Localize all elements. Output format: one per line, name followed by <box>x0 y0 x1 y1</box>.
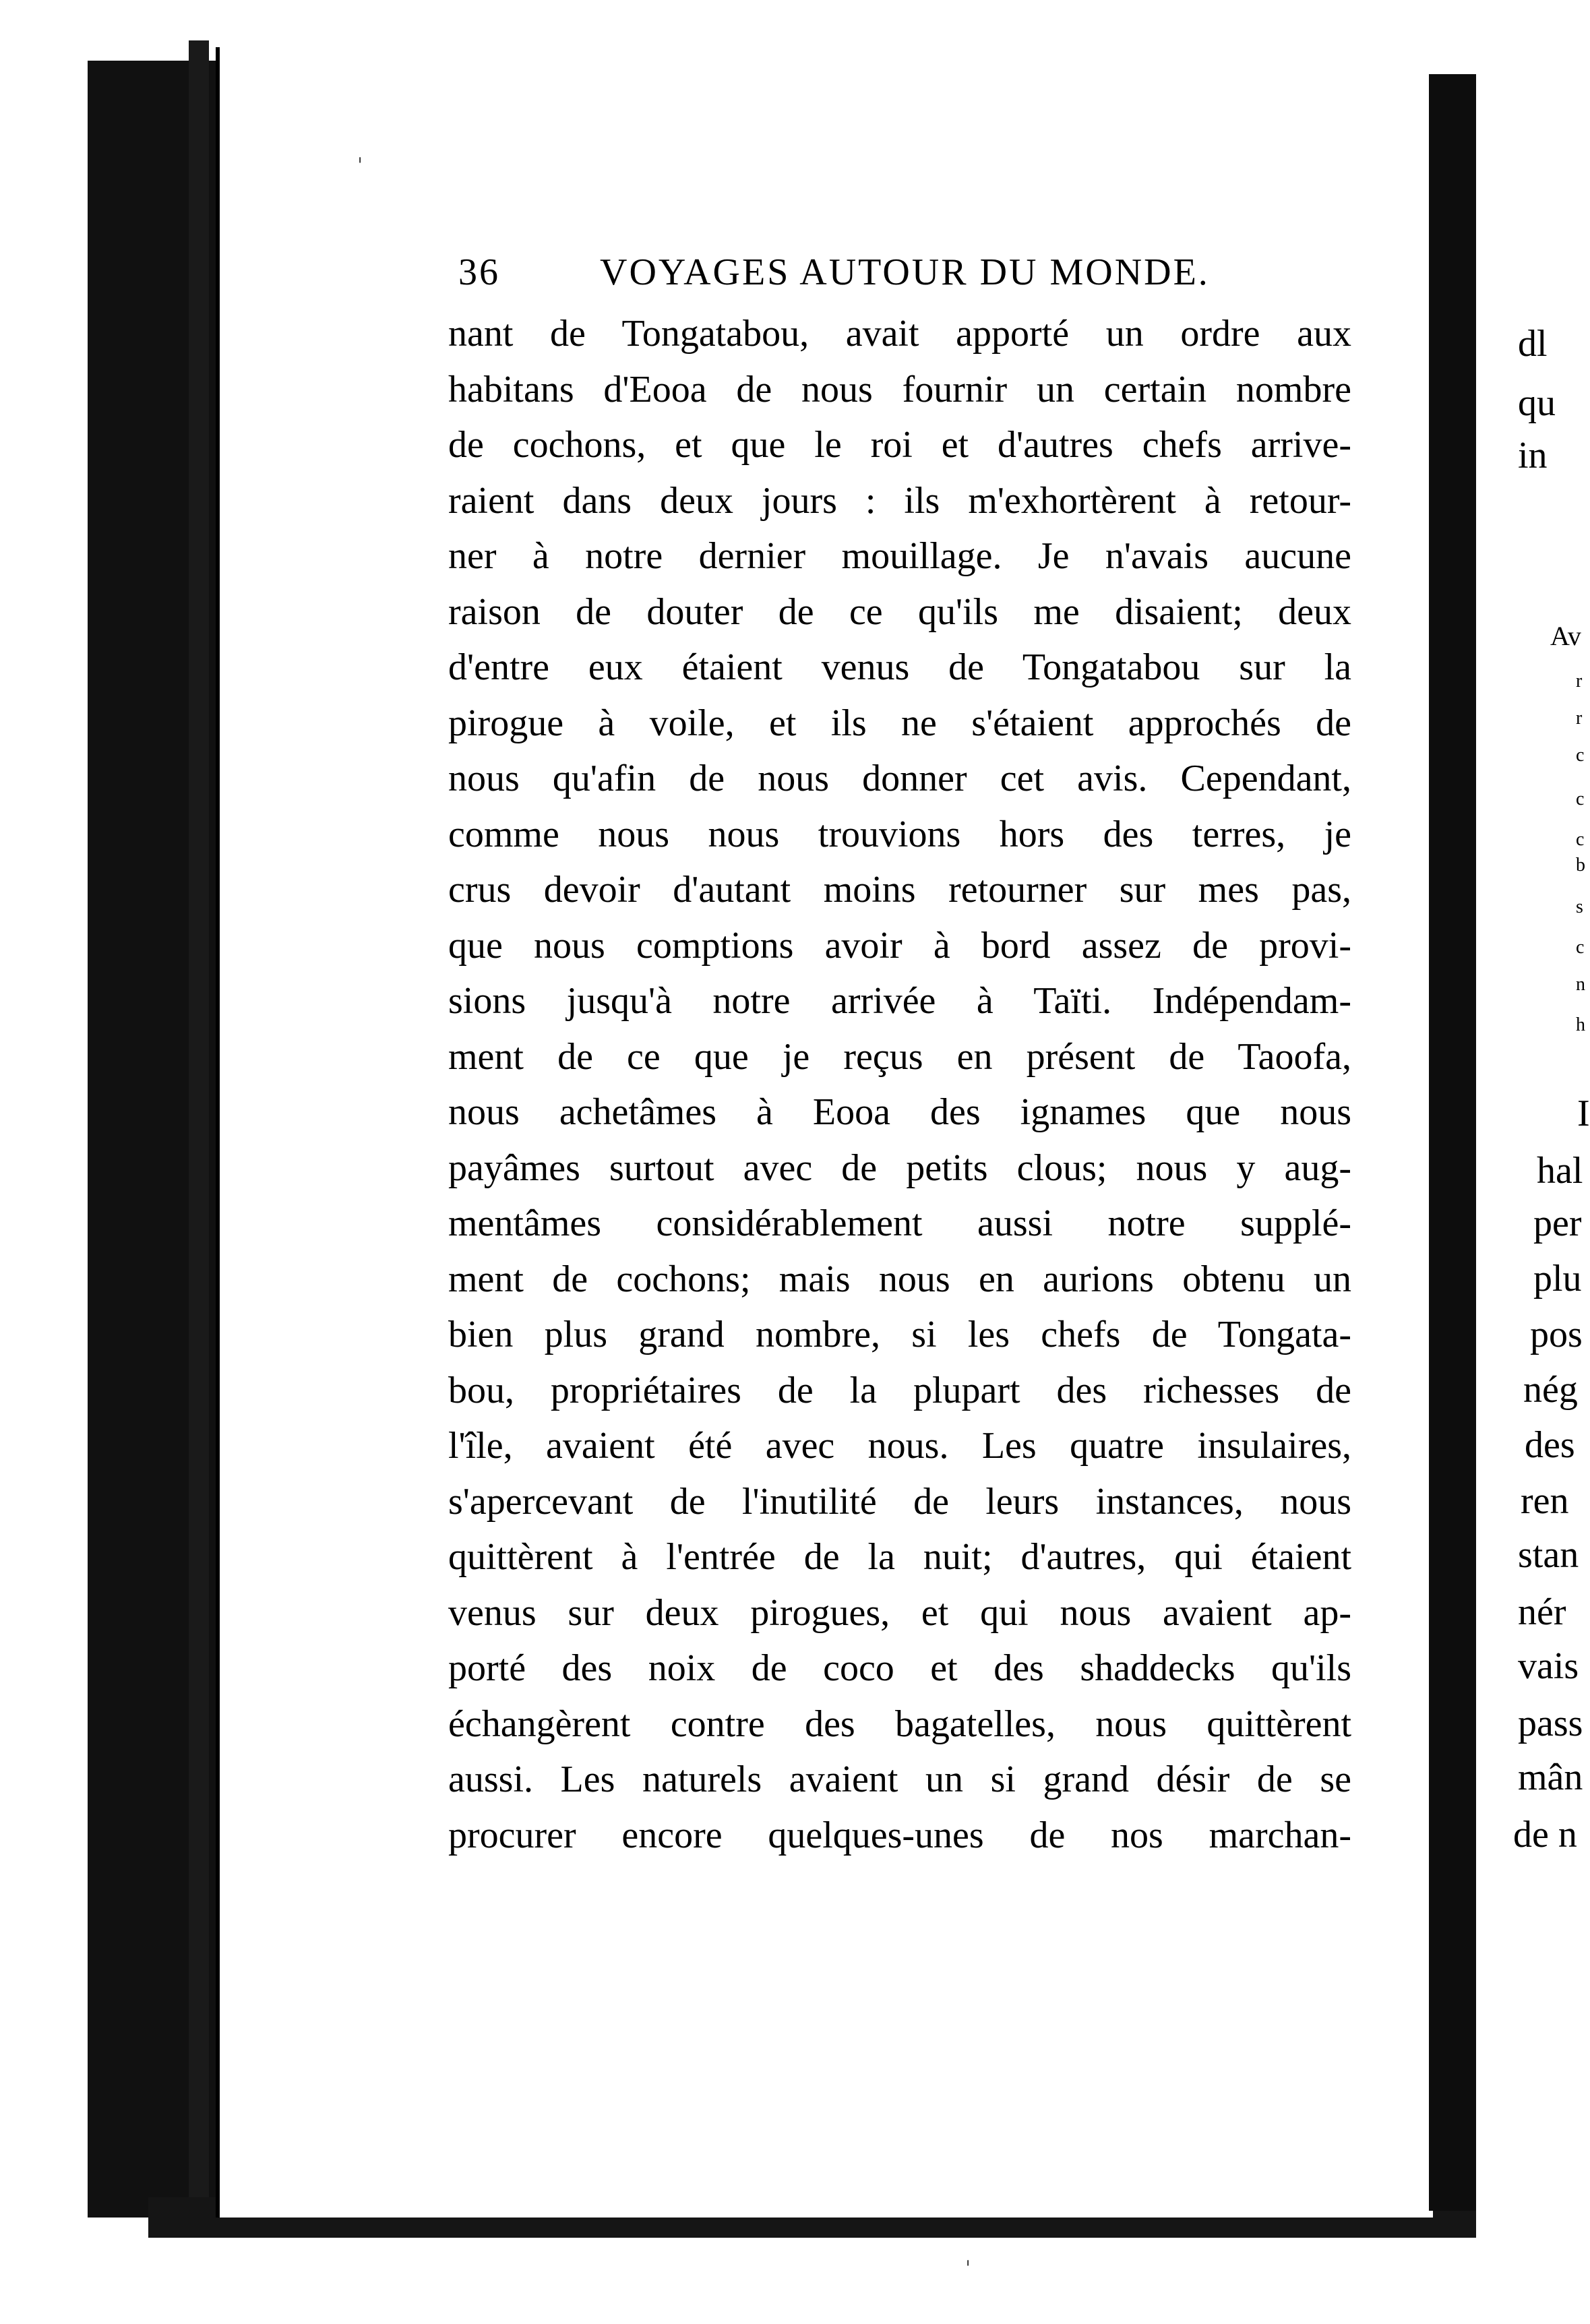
right-fragment: stan <box>1518 1534 1579 1576</box>
text-line: porté des noix de coco et des shaddecks qu'ils <box>448 1647 1351 1689</box>
right-fragment: dl <box>1518 323 1548 365</box>
text-line: échangèrent contre des bagatelles, nous quittèrent <box>448 1703 1351 1745</box>
left-page-stack <box>189 40 209 2231</box>
text-line: pirogue à voile, et ils ne s'étaient approchés de <box>448 702 1351 744</box>
right-fragment: c <box>1576 937 1585 958</box>
running-title: VOYAGES AUTOUR DU MONDE. <box>600 251 1210 293</box>
right-side-note: Av <box>1550 621 1581 651</box>
right-fragment: h <box>1576 1014 1585 1035</box>
right-fragment: plu <box>1533 1258 1582 1299</box>
right-fragment: per <box>1533 1202 1582 1244</box>
page-number: 36 <box>458 251 500 293</box>
text-line: de cochons, et que le roi et d'autres chefs arrive- <box>448 424 1351 466</box>
right-fragment: mân <box>1518 1756 1583 1798</box>
text-line: l'île, avaient été avec nous. Les quatre insulaires, <box>448 1425 1351 1467</box>
right-fragment: n <box>1576 974 1585 995</box>
right-fragment: pos <box>1530 1314 1583 1355</box>
text-line: ment de ce que je reçus en présent de Taoofa, <box>448 1035 1351 1078</box>
text-line: ment de cochons; mais nous en aurions obtenu un <box>448 1258 1351 1300</box>
text-line: comme nous nous trouvions hors des terres, je <box>448 813 1351 855</box>
text-line: sions jusqu'à notre arrivée à Taïti. Indépendam- <box>448 980 1351 1022</box>
text-line: raison de douter de ce qu'ils me disaient; deux <box>448 590 1351 633</box>
stray-mark: ˌ <box>357 142 363 165</box>
text-line: venus sur deux pirogues, et qui nous avaient ap- <box>448 1591 1351 1634</box>
text-line: nant de Tongatabou, avait apporté un ordre aux <box>448 313 1351 355</box>
text-line: ner à notre dernier mouillage. Je n'avais aucune <box>448 535 1351 577</box>
right-fragment: s <box>1576 896 1583 917</box>
text-line: bien plus grand nombre, si les chefs de Tongata- <box>448 1314 1351 1355</box>
text-line: s'apercevant de l'inutilité de leurs instances, nous <box>448 1480 1351 1523</box>
right-fragment: de n <box>1513 1814 1577 1856</box>
body-text <box>448 306 1351 1863</box>
right-fragment: pass <box>1518 1703 1583 1744</box>
right-fragment: vais <box>1518 1645 1579 1687</box>
text-line: que nous comptions avoir à bord assez de provi- <box>448 924 1351 967</box>
text-line: nous achetâmes à Eooa des ignames que nous <box>448 1091 1351 1133</box>
stray-mark: ˌ <box>965 2244 971 2268</box>
text-line: quittèrent à l'entrée de la nuit; d'autres, qui étaient <box>448 1536 1351 1578</box>
right-fragment: des <box>1525 1424 1575 1466</box>
right-fragment: I <box>1577 1093 1590 1134</box>
right-fragment: in <box>1518 435 1548 477</box>
text-line: raient dans deux jours : ils m'exhortèrent à retour- <box>448 479 1351 522</box>
book-gutter <box>1429 74 1476 2211</box>
right-fragment: r <box>1576 671 1583 692</box>
right-fragment: r <box>1576 708 1583 729</box>
text-line: payâmes surtout avec de petits clous; nous y aug- <box>448 1146 1351 1189</box>
right-fragment: hal <box>1537 1150 1583 1192</box>
text-line: bou, propriétaires de la plupart des richesses de <box>448 1369 1351 1411</box>
right-fragment: b <box>1576 855 1585 876</box>
right-fragment: ren <box>1521 1480 1569 1522</box>
right-fragment: c <box>1576 829 1585 850</box>
text-line: d'entre eux étaient venus de Tongatabou sur la <box>448 646 1351 688</box>
right-fragment: qu <box>1518 382 1556 424</box>
text-line: crus devoir d'autant moins retourner sur mes pas, <box>448 869 1351 911</box>
right-fragment: c <box>1576 745 1585 766</box>
text-line: aussi. Les naturels avaient un si grand désir de se <box>448 1759 1351 1800</box>
right-fragment: nég <box>1523 1369 1578 1411</box>
right-fragment: c <box>1576 789 1585 809</box>
text-line: mentâmes considérablement aussi notre supplé- <box>448 1202 1351 1244</box>
text-line: habitans d'Eooa de nous fournir un certain nombre <box>448 368 1351 410</box>
text-line: procurer encore quelques-unes de nos marchan- <box>448 1814 1351 1856</box>
text-line: nous qu'afin de nous donner cet avis. Cependant, <box>448 758 1351 799</box>
right-fragment: nér <box>1518 1591 1566 1633</box>
